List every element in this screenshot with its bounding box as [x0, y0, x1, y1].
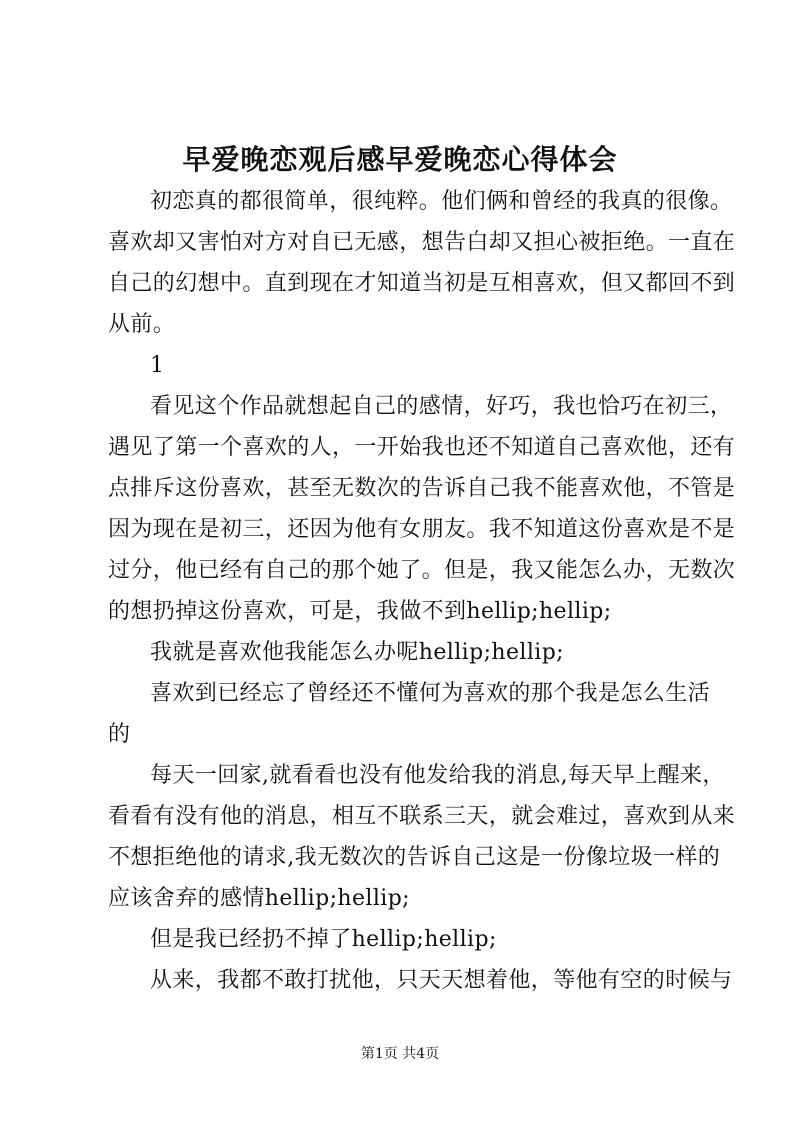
paragraph-line: 每天一回家,就看看也没有他发给我的消息,每天早上醒来，: [150, 763, 725, 788]
paragraph-line: 初恋真的都很简单，很纯粹。他们俩和曾经的我真的很像。: [150, 189, 733, 214]
page-footer: 第1页 共4页: [360, 1046, 440, 1062]
paragraph-line: 看看有没有他的消息，相互不联系三天，就会难过，喜欢到从来: [108, 804, 736, 829]
document-title: 早爱晚恋观后感早爱晚恋心得体会: [182, 143, 618, 176]
paragraph-line: 从来，我都不敢打扰他，只天天想着他，等他有空的时候与: [150, 968, 733, 993]
page-number-marker: 1: [150, 353, 165, 378]
paragraph-line: 的想扔掉这份喜欢，可是，我做不到hellip;hellip;: [108, 599, 612, 624]
paragraph-line: 我就是喜欢他我能怎么办呢hellip;hellip;: [150, 640, 564, 665]
paragraph-line: 不想拒绝他的请求,我无数次的告诉自己这是一份像垃圾一样的: [108, 845, 721, 870]
paragraph-line: 点排斥这份喜欢，甚至无数次的告诉自己我不能喜欢他，不管是: [108, 476, 736, 501]
paragraph-line: 的: [108, 722, 131, 747]
paragraph-line: 过分，他已经有自己的那个她了。但是，我又能怎么办，无数次: [108, 558, 736, 583]
paragraph-line: 应该舍弃的感情hellip;hellip;: [108, 886, 410, 911]
paragraph-line: 看见这个作品就想起自己的感情，好巧，我也恰巧在初三，: [150, 394, 733, 419]
paragraph-line: 但是我已经扔不掉了hellip;hellip;: [150, 927, 497, 952]
paragraph-line: 从前。: [108, 312, 176, 337]
paragraph-line: 喜欢却又害怕对方对自已无感，想告白却又担心被拒绝。一直在: [108, 230, 736, 255]
paragraph-line: 自己的幻想中。直到现在才知道当初是互相喜欢，但又都回不到: [108, 271, 736, 296]
paragraph-line: 遇见了第一个喜欢的人，一开始我也还不知道自己喜欢他，还有: [108, 435, 736, 460]
paragraph-line: 喜欢到已经忘了曾经还不懂何为喜欢的那个我是怎么生活: [150, 681, 711, 706]
paragraph-line: 因为现在是初三，还因为他有女朋友。我不知道这份喜欢是不是: [108, 517, 736, 542]
